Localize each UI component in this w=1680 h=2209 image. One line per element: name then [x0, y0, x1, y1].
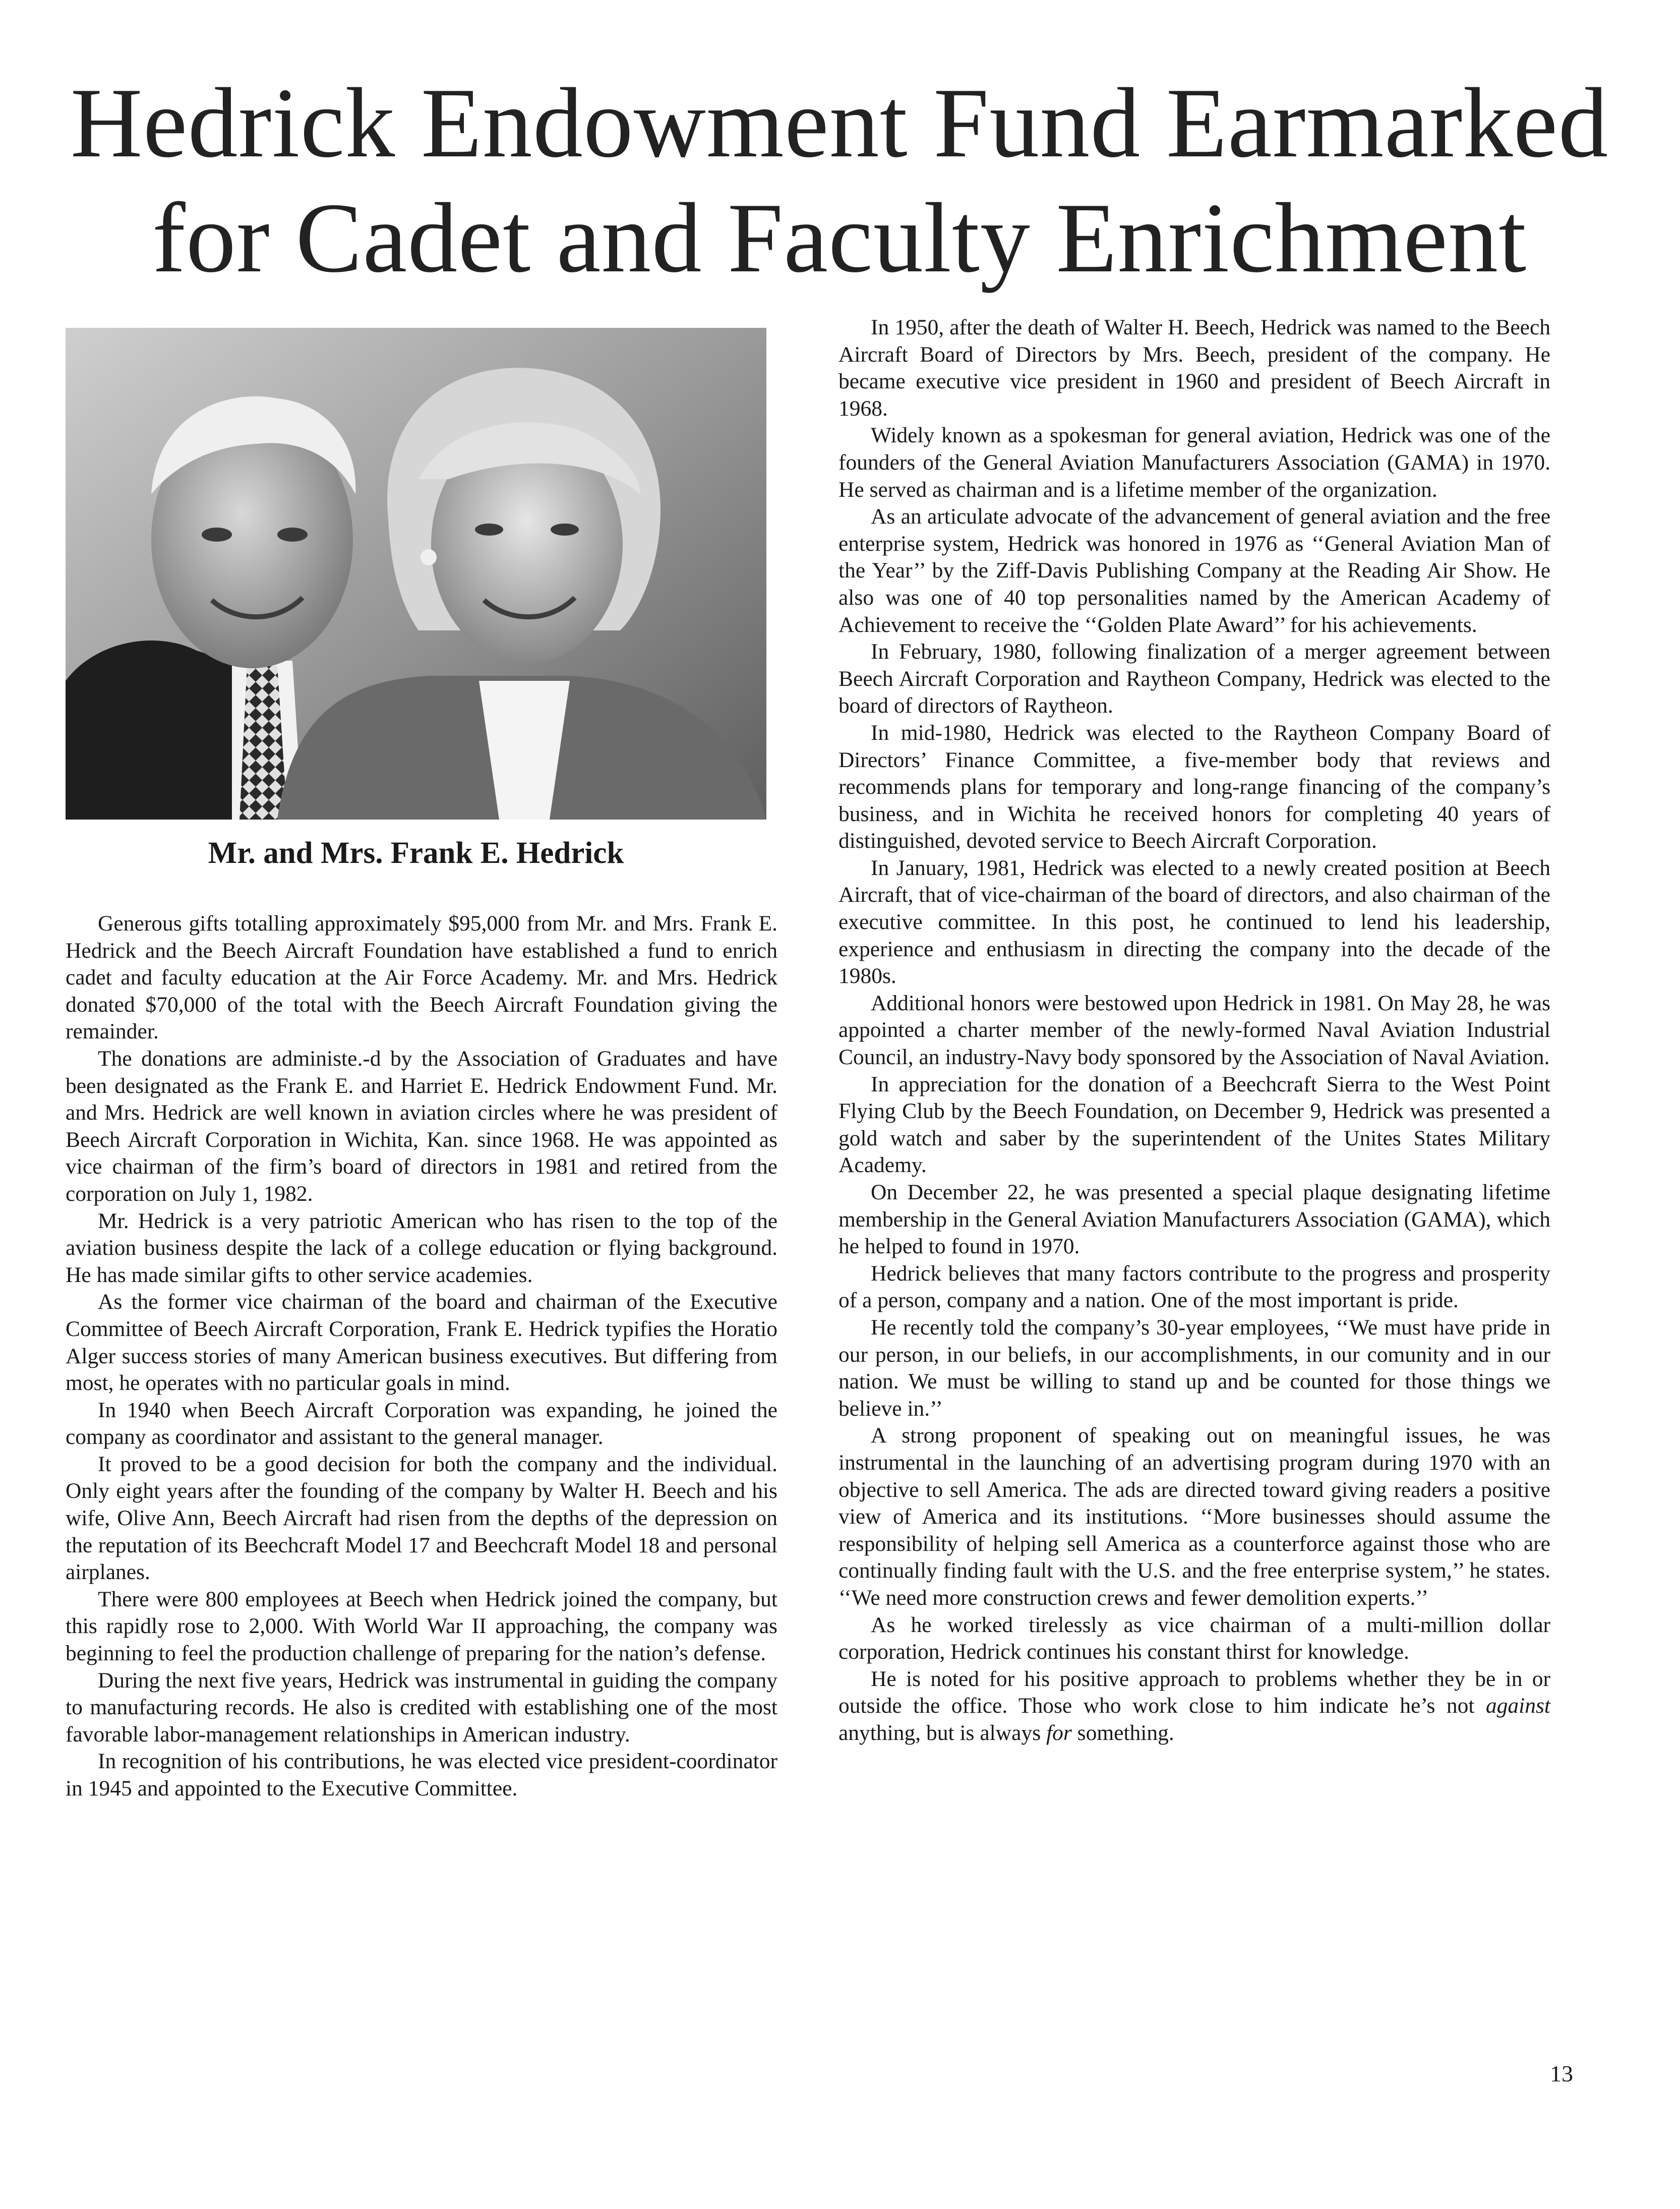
right-column — [838, 314, 1550, 1747]
paragraph: In 1940 when Beech Aircraft Corporation was expanding, he joined the company as coordinator and assistant to the general manager. — [66, 1398, 777, 1449]
closing-text-3: something. — [1071, 1720, 1174, 1745]
paragraph: Additional honors were bestowed upon Hedrick in 1981. On May 28, he was appointed a charter member of the newly-formed Naval Aviation Industrial Council, an industry-Navy body sponsored by the Association of Naval Aviation. — [838, 991, 1550, 1070]
paragraph: As the former vice chairman of the board and chairman of the Executive Committee of Beech Aircraft Corporation, Frank E. Hedrick typifies the Horatio Alger success stories of many American business executives. But differing from most, he operates with no particular goals in mind. — [66, 1290, 777, 1396]
paragraph: Mr. Hedrick is a very patriotic American who has risen to the top of the aviation business despite the lack of a college education or flying background. He has made similar gifts to other service academies. — [66, 1208, 777, 1287]
photo-caption: Mr. and Mrs. Frank E. Hedrick — [208, 836, 624, 870]
paragraph: He recently told the company’s 30-year employees, ‘‘We must have pride in our person, in our beliefs, in our accomplishments, in our comunity and in our nation. We must be willing to stand up and be counted for those things we believe in.’’ — [838, 1315, 1550, 1421]
closing-paragraph — [838, 1666, 1550, 1747]
paragraph: In January, 1981, Hedrick was elected to a newly created position at Beech Aircraft, that of vice-chairman of the board of directors, and also chairman of the executive committee. In this post, he continued to lend his leadership, experience and enthusiasm in directing the company into the decade of the 1980s. — [838, 855, 1550, 989]
headline-line-1: Hedrick Endowment Fund Earmarked — [70, 68, 1609, 178]
paragraph: During the next five years, Hedrick was instrumental in guiding the company to manufacturing records. He also is credited with establishing one of the most favorable labor-management relationships in American industry. — [66, 1668, 777, 1747]
paragraph: A strong proponent of speaking out on meaningful issues, he was instrumental in the launching of an advertising program during 1970 with an objective to sell America. The ads are directed toward giving readers a positive view of America and its institutions. ‘‘More businesses should assume the responsibility of helping sell America as a counterforce against those who are continually finding fault with the U.S. and the free enterprise system,’’ he states. ‘‘We need more construction crews and fewer demolition experts.’’ — [838, 1423, 1550, 1610]
paragraph: It proved to be a good decision for both the company and the individual. Only eight years after the founding of the company by Walter H. Beech and his wife, Olive Ann, Beech Aircraft had risen from the depths of the depression on the reputation of its Beechcraft Model 17 and Beechcraft Model 18 and personal airplanes. — [66, 1451, 777, 1585]
paragraph: In appreciation for the donation of a Beechcraft Sierra to the West Point Flying Club by the Beech Foundation, on December 9, Hedrick was presented a gold watch and saber by the superintendent of the Unites States Military Academy. — [838, 1072, 1550, 1178]
paragraph: As he worked tirelessly as vice chairman of a multi-million dollar corporation, Hedrick continues his constant thirst for knowledge. — [838, 1612, 1550, 1664]
emphasis-for: for — [1046, 1720, 1072, 1745]
paragraph: In February, 1980, following finalization of a merger agreement between Beech Aircraft Corporation and Raytheon Company, Hedrick was elected to the board of directors of Raytheon. — [838, 640, 1550, 718]
page-number: 13 — [1550, 2061, 1573, 2086]
paragraph: In mid-1980, Hedrick was elected to the Raytheon Company Board of Directors’ Finance Committee, a five-member body that reviews and recommends plans for temporary and long-range financing of the company’s business, and in Wichita he received honors for completing 40 years of distinguished, devoted service to Beech Aircraft Corporation. — [838, 720, 1550, 853]
paragraph: Widely known as a spokesman for general aviation, Hedrick was one of the founders of the General Aviation Manufacturers Association (GAMA) in 1970. He served as chairman and is a lifetime member of the organization. — [838, 423, 1550, 502]
paragraph: In recognition of his contributions, he was elected vice president-coordinator in 1945 and appointed to the Executive Committee. — [66, 1749, 777, 1800]
left-column — [66, 910, 777, 1803]
portrait-photo — [66, 328, 766, 820]
headline — [61, 66, 1618, 296]
paragraph: In 1950, after the death of Walter H. Beech, Hedrick was named to the Beech Aircraft Board of Directors by Mrs. Beech, president of the company. He became executive vice president in 1960 and president of Beech Aircraft in 1968. — [838, 315, 1550, 421]
closing-text-2: anything, but is always — [838, 1720, 1046, 1745]
portrait-illustration — [66, 328, 766, 820]
headline-line-2: for Cadet and Faculty Enrichment — [152, 183, 1527, 293]
closing-text-1: He is noted for his positive approach to problems whether they be in or outside the office. Those who work close to him indicate he’s not — [838, 1666, 1550, 1718]
emphasis-against: against — [1485, 1694, 1550, 1718]
paragraph: The donations are administe.-d by the Association of Graduates and have been designated as the Frank E. and Harriet E. Hedrick Endowment Fund. Mr. and Mrs. Hedrick are well known in aviation circles where he was president of Beech Aircraft Corporation in Wichita, Kan. since 1968. He was appointed as vice chairman of the firm’s board of directors in 1981 and retired from the corporation on July 1, 1982. — [66, 1046, 777, 1206]
paragraph: As an articulate advocate of the advancement of general aviation and the free enterprise system, Hedrick was honored in 1976 as ‘‘General Aviation Man of the Year’’ by the Ziff-Davis Publishing Company at the Reading Air Show. He also was one of 40 top personalities named by the American Academy of Achievement to receive the ‘‘Golden Plate Award’’ for his achievements. — [838, 504, 1550, 637]
paragraph: There were 800 employees at Beech when Hedrick joined the company, but this rapidly rose to 2,000. With World War II approaching, the company was beginning to feel the production challenge of preparing for the nation’s defense. — [66, 1587, 777, 1666]
paragraph: On December 22, he was presented a special plaque designating lifetime membership in the General Aviation Manufacturers Association (GAMA), which he helped to found in 1970. — [838, 1180, 1550, 1259]
paragraph: Hedrick believes that many factors contribute to the progress and prosperity of a person, company and a nation. One of the most important is pride. — [838, 1261, 1550, 1313]
paragraph: Generous gifts totalling approximately $95,000 from Mr. and Mrs. Frank E. Hedrick and the Beech Aircraft Foundation have established a fund to enrich cadet and faculty education at the Air Force Academy. Mr. and Mrs. Hedrick donated $70,000 of the total with the Beech Aircraft Foundation giving the remainder. — [66, 911, 777, 1044]
